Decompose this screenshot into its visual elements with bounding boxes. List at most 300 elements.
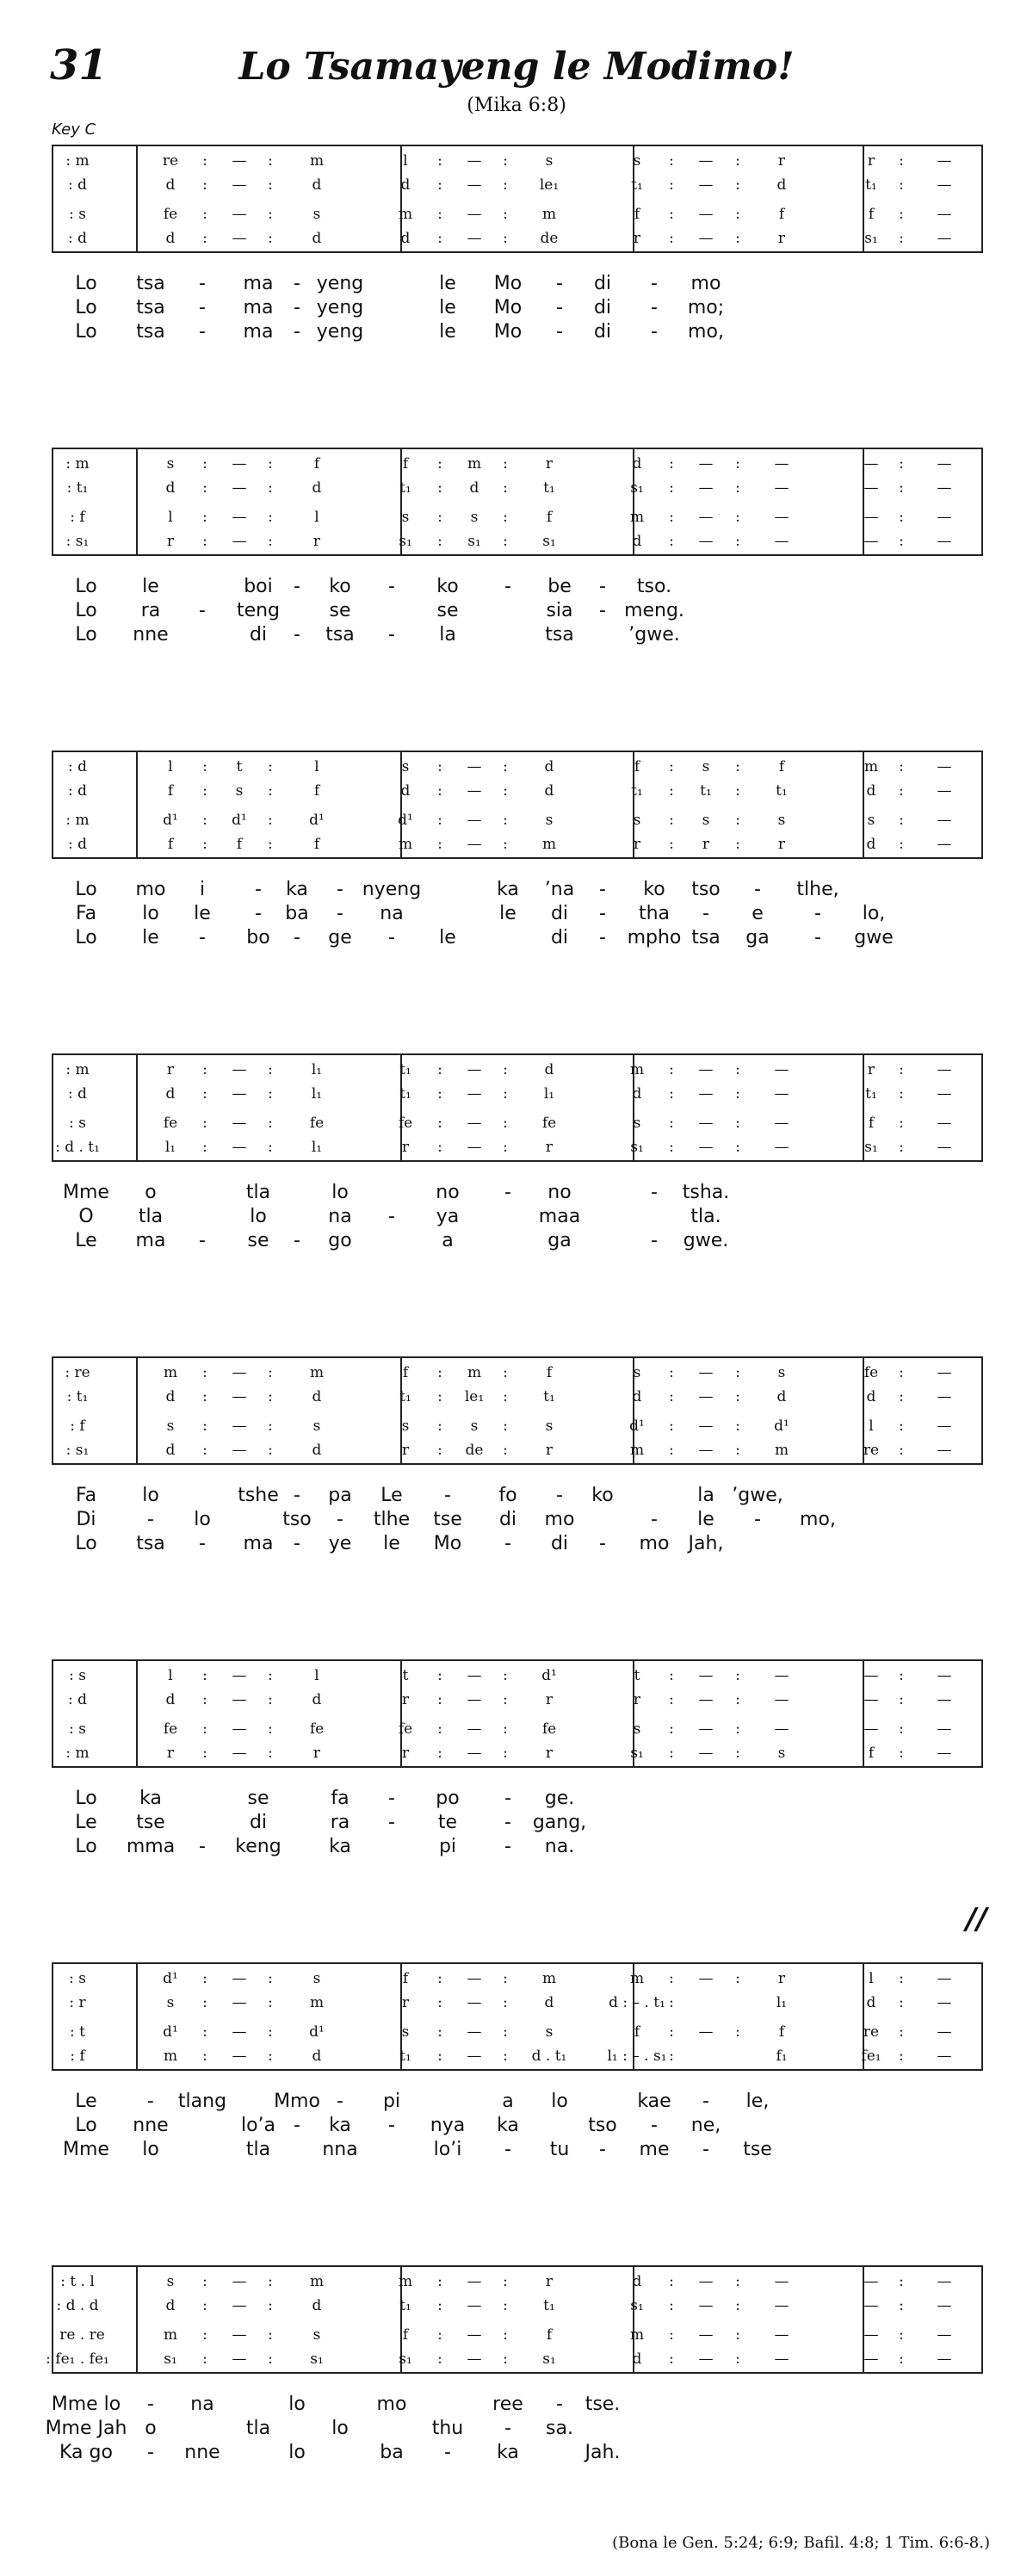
note-cell: r bbox=[312, 1745, 321, 1762]
note-cell: d¹ bbox=[398, 812, 413, 829]
lyric-syllable: ra bbox=[330, 1812, 350, 1833]
note-cell: : bbox=[735, 1139, 740, 1156]
note-cell: — bbox=[863, 509, 879, 526]
note-cell: : bbox=[735, 1442, 740, 1459]
note-cell: — bbox=[467, 812, 482, 829]
note-cell: — bbox=[774, 509, 789, 526]
note-cell: : bbox=[669, 206, 674, 223]
note-cell: : bbox=[669, 176, 674, 194]
note-cell: — bbox=[232, 1994, 247, 2011]
note-cell: : bbox=[503, 1442, 508, 1459]
note-cell: f bbox=[546, 509, 553, 526]
lyric-syllable: - bbox=[599, 600, 606, 621]
lyric-syllable: tso. bbox=[636, 576, 672, 597]
lyric-syllable: - bbox=[504, 1533, 511, 1554]
lyric-syllable: Lo bbox=[75, 600, 97, 621]
note-cell: l₁ bbox=[164, 1139, 176, 1156]
note-cell: : bbox=[202, 152, 207, 170]
note-cell: : bbox=[669, 1720, 674, 1738]
note-cell: : bbox=[899, 812, 904, 829]
lyric-syllable: di bbox=[498, 1509, 517, 1530]
lyric-syllable: thu bbox=[431, 2418, 464, 2439]
lyric-syllable: lo bbox=[142, 2139, 159, 2160]
note-cell: l bbox=[869, 1418, 874, 1435]
lyric-syllable: - bbox=[199, 1533, 206, 1554]
note-cell: — bbox=[937, 812, 952, 829]
note-cell: s bbox=[312, 2326, 321, 2344]
note-cell: : bbox=[437, 1745, 442, 1762]
note-cell: r bbox=[633, 1691, 641, 1708]
lyric-line bbox=[0, 2114, 1033, 2138]
lyric-syllable: bo bbox=[246, 927, 270, 948]
note-cell: r bbox=[401, 1442, 410, 1459]
note-cell: s₁ bbox=[164, 2351, 177, 2368]
lyric-syllable: pi bbox=[382, 2091, 401, 2112]
note-cell: : bbox=[268, 1691, 273, 1708]
note-cell: s bbox=[545, 2023, 554, 2041]
note-cell: s bbox=[702, 812, 710, 829]
note-cell: f bbox=[868, 1115, 875, 1132]
note-cell: : bbox=[268, 1667, 273, 1684]
note-cell: de bbox=[465, 1442, 484, 1459]
note-cell: : bbox=[503, 1720, 508, 1738]
note-cell: : bbox=[437, 1720, 442, 1738]
note-cell: : bbox=[503, 836, 508, 853]
note-cell: m bbox=[398, 206, 413, 223]
lyric-syllable: le, bbox=[745, 2091, 770, 2112]
note-cell: — bbox=[937, 176, 952, 194]
lyric-syllable: - bbox=[814, 927, 821, 948]
note-cell: — bbox=[232, 2351, 247, 2368]
lyric-syllable: Mme lo bbox=[51, 2394, 121, 2415]
lyric-syllable: lo bbox=[194, 1509, 211, 1530]
note-cell: fe bbox=[541, 1720, 557, 1738]
note-cell: d bbox=[165, 1085, 176, 1103]
lyric-syllable: ’gwe. bbox=[628, 624, 680, 646]
lyric-syllable: - bbox=[388, 576, 395, 597]
lyric-syllable: le bbox=[194, 903, 211, 924]
note-cell: : bbox=[669, 2048, 674, 2065]
note-cell: : bbox=[202, 758, 207, 775]
note-cell: : bbox=[735, 152, 740, 170]
note-cell: : bbox=[735, 206, 740, 223]
note-cell: : bbox=[669, 2326, 674, 2344]
note-cell: : bbox=[437, 2326, 442, 2344]
note-cell: d bbox=[632, 455, 642, 473]
lyric-syllable: tsa bbox=[136, 1533, 165, 1554]
note-cell: d bbox=[312, 2048, 322, 2065]
lyric-syllable: tlang bbox=[177, 2091, 227, 2112]
note-cell: — bbox=[937, 2351, 952, 2368]
note-cell: : bbox=[503, 533, 508, 550]
note-cell: : bbox=[268, 1115, 273, 1132]
note-cell: : bbox=[437, 782, 442, 800]
lyric-syllable: di bbox=[550, 927, 569, 948]
note-cell: : bbox=[503, 176, 508, 194]
lyric-syllable: mo bbox=[690, 273, 721, 294]
lyric-syllable: - bbox=[556, 297, 563, 318]
note-cell: : bbox=[202, 206, 207, 223]
lyric-syllable: ga bbox=[745, 927, 770, 948]
note-cell: t₁ bbox=[399, 479, 411, 497]
music-system bbox=[52, 448, 983, 556]
note-cell: : bbox=[503, 1667, 508, 1684]
note-cell: : bbox=[503, 2326, 508, 2344]
note-cell: t₁ bbox=[776, 782, 788, 800]
note-cell: : bbox=[669, 1994, 674, 2011]
lyric-syllable: ge bbox=[328, 927, 352, 948]
note-cell: : bbox=[202, 1442, 207, 1459]
note-cell: : bbox=[437, 1994, 442, 2011]
note-cell: f bbox=[167, 782, 174, 800]
note-cell: — bbox=[698, 1364, 714, 1381]
note-cell: — bbox=[698, 1115, 714, 1132]
lyric-syllable: o bbox=[145, 2418, 157, 2439]
note-cell: — bbox=[232, 2326, 247, 2344]
note-cell: s₁ bbox=[542, 533, 556, 550]
note-cell: f bbox=[546, 1364, 553, 1381]
note-cell: : bbox=[503, 152, 508, 170]
note-cell: — bbox=[937, 2326, 952, 2344]
note-cell: t₁ bbox=[631, 782, 643, 800]
note-cell: : bbox=[437, 1139, 442, 1156]
lyric-syllable: Mo bbox=[493, 321, 523, 343]
note-cell: : s bbox=[69, 1970, 86, 1987]
note-cell: — bbox=[937, 1139, 952, 1156]
lyric-syllable: meng. bbox=[624, 600, 684, 621]
note-cell: f₁ bbox=[776, 2048, 788, 2065]
note-cell: f bbox=[313, 455, 320, 473]
lyric-syllable: Fa bbox=[75, 903, 97, 924]
note-cell: s₁ bbox=[542, 2351, 556, 2368]
note-cell: l bbox=[403, 152, 408, 170]
note-cell: r bbox=[545, 1691, 554, 1708]
note-cell: t₁ bbox=[399, 1061, 411, 1078]
note-cell: r bbox=[545, 1442, 554, 1459]
note-cell: fe bbox=[309, 1115, 325, 1132]
lyric-syllable: ko bbox=[436, 576, 459, 597]
note-cell: — bbox=[937, 1970, 952, 1987]
note-cell: : bbox=[899, 2048, 904, 2065]
note-cell: : bbox=[437, 1085, 442, 1103]
lyric-syllable: yeng bbox=[316, 297, 364, 318]
note-cell: — bbox=[467, 1667, 482, 1684]
note-cell: r bbox=[545, 1139, 554, 1156]
note-cell: : bbox=[437, 533, 442, 550]
barline bbox=[136, 752, 138, 857]
note-cell: : bbox=[735, 2297, 740, 2314]
note-cell: s bbox=[545, 812, 554, 829]
lyric-syllable: - bbox=[199, 273, 206, 294]
note-cell: d bbox=[165, 1442, 176, 1459]
lyric-syllable: - bbox=[651, 273, 658, 294]
lyric-syllable: ko bbox=[643, 879, 665, 900]
lyric-syllable: tsa bbox=[545, 624, 574, 646]
note-cell: : bbox=[735, 230, 740, 247]
note-cell: d¹ bbox=[309, 812, 325, 829]
note-cell: : bbox=[437, 2048, 442, 2065]
note-cell: : f bbox=[70, 1418, 85, 1435]
note-cell: : bbox=[503, 2048, 508, 2065]
note-cell: : bbox=[735, 782, 740, 800]
lyric-syllable: nne bbox=[184, 2442, 220, 2463]
note-cell: : bbox=[202, 230, 207, 247]
lyric-syllable: Lo bbox=[75, 927, 97, 948]
breath-mark: // bbox=[966, 1902, 987, 1937]
note-cell: — bbox=[232, 1745, 247, 1762]
lyric-syllable: mo; bbox=[687, 297, 725, 318]
lyric-syllable: a bbox=[442, 1230, 454, 1251]
note-cell: — bbox=[863, 1720, 879, 1738]
lyric-syllable: Lo bbox=[75, 624, 97, 646]
note-cell: : bbox=[503, 1970, 508, 1987]
lyric-syllable: i bbox=[199, 879, 206, 900]
note-cell: — bbox=[698, 176, 714, 194]
lyric-syllable: tha bbox=[638, 903, 671, 924]
note-cell: : bbox=[268, 176, 273, 194]
note-cell: s bbox=[470, 509, 479, 526]
note-cell: : bbox=[735, 1418, 740, 1435]
lyric-syllable: - bbox=[294, 624, 300, 646]
note-cell: s₁ bbox=[399, 2351, 412, 2368]
lyric-syllable: nya bbox=[430, 2115, 466, 2136]
note-cell: — bbox=[937, 1085, 952, 1103]
note-cell: m bbox=[629, 2326, 645, 2344]
lyric-line bbox=[0, 599, 1033, 623]
note-cell: : bbox=[268, 1442, 273, 1459]
note-cell: : bbox=[899, 2351, 904, 2368]
lyric-syllable: ’na bbox=[544, 879, 575, 900]
note-cell: d bbox=[312, 2297, 322, 2314]
note-cell: : bbox=[669, 479, 674, 497]
note-cell: : bbox=[437, 2297, 442, 2314]
lyric-syllable: - bbox=[294, 273, 300, 294]
note-cell: — bbox=[937, 230, 952, 247]
lyric-syllable: sa. bbox=[546, 2418, 573, 2439]
note-cell: : bbox=[202, 812, 207, 829]
note-cell: : bbox=[503, 479, 508, 497]
lyric-syllable: - bbox=[199, 321, 206, 343]
note-cell: : s₁ bbox=[65, 533, 90, 550]
note-cell: : bbox=[202, 2351, 207, 2368]
note-cell: s bbox=[545, 1418, 554, 1435]
lyric-syllable: Mme bbox=[63, 2139, 109, 2160]
note-cell: — bbox=[467, 2023, 482, 2041]
note-cell: — bbox=[232, 509, 247, 526]
note-cell: — bbox=[774, 1139, 789, 1156]
lyric-syllable: - bbox=[504, 1182, 511, 1203]
note-cell: — bbox=[232, 1061, 247, 1078]
note-cell: f bbox=[634, 2023, 640, 2041]
lyric-syllable: - bbox=[147, 2442, 154, 2463]
lyric-syllable: ya bbox=[436, 1206, 460, 1227]
lyric-syllable: ye bbox=[328, 1533, 352, 1554]
note-cell: : bbox=[735, 533, 740, 550]
note-cell: — bbox=[698, 1418, 714, 1435]
note-cell: : bbox=[268, 1745, 273, 1762]
note-cell: : bbox=[503, 1745, 508, 1762]
lyric-syllable: - bbox=[754, 1509, 761, 1530]
note-cell: fe bbox=[398, 1720, 413, 1738]
lyric-syllable: mpho bbox=[627, 927, 682, 948]
note-cell: t bbox=[402, 1667, 409, 1684]
lyric-syllable: - bbox=[556, 321, 563, 343]
lyric-syllable: la bbox=[439, 624, 456, 646]
footer-references: (Bona le Gen. 5:24; 6:9; Bafil. 4:8; 1 Tim. 6:6-8.) bbox=[612, 2534, 990, 2552]
note-cell: : bbox=[437, 230, 442, 247]
note-cell: : bbox=[669, 1418, 674, 1435]
note-cell: — bbox=[232, 479, 247, 497]
lyric-line bbox=[0, 902, 1033, 926]
note-cell: r bbox=[867, 152, 875, 170]
note-cell: — bbox=[232, 176, 247, 194]
note-cell: : bbox=[202, 1388, 207, 1405]
lyric-syllable: ka bbox=[497, 2115, 519, 2136]
note-cell: — bbox=[698, 1085, 714, 1103]
lyric-syllable: Le bbox=[75, 1230, 97, 1251]
note-cell: — bbox=[774, 1720, 789, 1738]
note-cell: m bbox=[541, 1970, 557, 1987]
lyric-syllable: le bbox=[142, 576, 159, 597]
note-cell: : bbox=[437, 1970, 442, 1987]
lyric-syllable: - bbox=[651, 321, 658, 343]
note-cell: : bbox=[268, 509, 273, 526]
note-cell: : bbox=[503, 1115, 508, 1132]
note-cell: d bbox=[312, 1442, 322, 1459]
note-cell: r bbox=[312, 533, 321, 550]
lyric-syllable: ka bbox=[497, 879, 519, 900]
note-cell: s bbox=[312, 1970, 321, 1987]
note-cell: — bbox=[232, 1139, 247, 1156]
lyric-syllable: se bbox=[436, 600, 459, 621]
note-cell: d bbox=[400, 782, 411, 800]
note-cell: : bbox=[899, 1085, 904, 1103]
note-cell: m bbox=[163, 2326, 178, 2344]
lyric-syllable: - bbox=[294, 576, 300, 597]
note-cell: : bbox=[268, 2351, 273, 2368]
note-cell: : bbox=[202, 1745, 207, 1762]
note-cell: : bbox=[669, 455, 674, 473]
note-cell: s₁ bbox=[630, 1745, 644, 1762]
note-cell: : bbox=[899, 1418, 904, 1435]
note-cell: — bbox=[467, 1085, 482, 1103]
lyric-syllable: - bbox=[294, 1485, 300, 1506]
lyric-syllable: - bbox=[255, 879, 262, 900]
note-cell: s bbox=[777, 1745, 786, 1762]
lyric-syllable: maa bbox=[538, 1206, 581, 1227]
note-cell: d bbox=[312, 176, 322, 194]
note-cell: s bbox=[545, 152, 554, 170]
key-signature: Key C bbox=[52, 120, 96, 139]
lyric-syllable: ka bbox=[329, 2115, 351, 2136]
lyric-syllable: - bbox=[556, 2394, 563, 2415]
note-cell: l bbox=[168, 758, 173, 775]
note-cell: : m bbox=[65, 455, 90, 473]
lyric-syllable: - bbox=[388, 1206, 395, 1227]
note-cell: — bbox=[467, 782, 482, 800]
note-cell: f bbox=[313, 782, 320, 800]
lyric-syllable: - bbox=[388, 1812, 395, 1833]
note-cell: s bbox=[777, 1364, 786, 1381]
note-cell: d bbox=[632, 533, 642, 550]
note-cell: : bbox=[899, 1115, 904, 1132]
note-cell: m bbox=[309, 1364, 325, 1381]
barline bbox=[136, 2267, 138, 2372]
note-cell: : bbox=[202, 455, 207, 473]
note-cell: : bbox=[268, 152, 273, 170]
note-cell: l₁ bbox=[311, 1061, 323, 1078]
lyric-syllable: na bbox=[328, 1206, 352, 1227]
note-cell: d bbox=[165, 1388, 176, 1405]
note-cell: — bbox=[232, 206, 247, 223]
note-cell: — bbox=[937, 2048, 952, 2065]
lyric-syllable: ka bbox=[329, 1836, 351, 1857]
note-cell: d¹ bbox=[309, 2023, 325, 2041]
lyric-line bbox=[0, 1508, 1033, 1532]
note-cell: : bbox=[899, 1970, 904, 1987]
lyric-line bbox=[0, 926, 1033, 950]
note-cell: r bbox=[702, 836, 710, 853]
note-cell: : bbox=[669, 2273, 674, 2290]
note-cell: : bbox=[735, 1720, 740, 1738]
lyric-syllable: mo, bbox=[688, 321, 724, 343]
note-cell: : bbox=[899, 2273, 904, 2290]
note-cell: : bbox=[268, 836, 273, 853]
note-cell: : bbox=[735, 1115, 740, 1132]
note-cell: d bbox=[312, 479, 322, 497]
note-cell: — bbox=[863, 479, 879, 497]
lyric-line bbox=[0, 878, 1033, 902]
lyric-syllable: Lo bbox=[75, 576, 97, 597]
lyric-syllable: ma bbox=[135, 1230, 166, 1251]
note-cell: re bbox=[863, 1442, 880, 1459]
note-cell: — bbox=[467, 1691, 482, 1708]
note-cell: — bbox=[232, 455, 247, 473]
lyric-syllable: - bbox=[814, 903, 821, 924]
note-cell: : bbox=[899, 1139, 904, 1156]
note-cell: : bbox=[268, 1994, 273, 2011]
lyric-syllable: Lo bbox=[75, 297, 97, 318]
lyric-syllable: tsa bbox=[325, 624, 355, 646]
note-cell: : bbox=[437, 479, 442, 497]
lyric-syllable: Lo bbox=[75, 879, 97, 900]
note-cell: s₁ bbox=[864, 230, 878, 247]
lyric-syllable: - bbox=[199, 297, 206, 318]
note-cell: s bbox=[401, 758, 410, 775]
note-cell: : bbox=[437, 1442, 442, 1459]
lyric-syllable: di bbox=[249, 624, 268, 646]
lyric-syllable: tsa bbox=[136, 321, 165, 343]
hymn-number: 31 bbox=[50, 41, 108, 90]
note-cell: : bbox=[268, 479, 273, 497]
note-cell: : bbox=[503, 1139, 508, 1156]
note-cell: l bbox=[168, 509, 173, 526]
note-cell: : bbox=[735, 2326, 740, 2344]
note-cell: : bbox=[669, 812, 674, 829]
lyric-syllable: fa bbox=[331, 1788, 349, 1809]
note-cell: d bbox=[632, 2273, 642, 2290]
lyric-line bbox=[0, 1835, 1033, 1859]
note-cell: s₁ bbox=[467, 533, 481, 550]
note-cell: : bbox=[268, 1364, 273, 1381]
lyric-line bbox=[0, 320, 1033, 344]
note-cell: : bbox=[899, 1388, 904, 1405]
lyric-syllable: fo bbox=[498, 1485, 517, 1506]
note-cell: : d bbox=[67, 1691, 87, 1708]
lyric-syllable: pi bbox=[438, 1836, 457, 1857]
note-cell: — bbox=[698, 1970, 714, 1987]
lyric-syllable: - bbox=[147, 2394, 154, 2415]
